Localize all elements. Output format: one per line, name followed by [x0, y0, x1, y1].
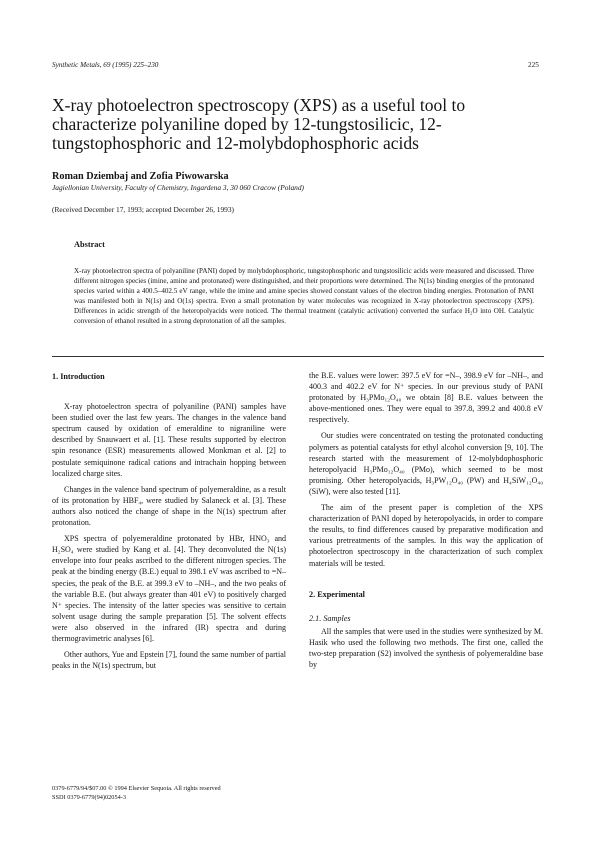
- journal-citation: Synthetic Metals, 69 (1995) 225–230: [52, 61, 159, 69]
- paragraph: Other authors, Yue and Epstein [7], found the same number of partial peaks in the N(1s) spectrum, but: [52, 650, 286, 671]
- page-number: 225: [528, 61, 539, 69]
- paragraph: The aim of the present paper is completion of the XPS characterization of PANI doped by heteropolyacids, in order to compare the results, to find differences caused by preparative modification and various pretreatments of the samples. In this way the application of photoelectron spectroscopy in the characterization of such complex materials will be tested.: [309, 503, 543, 568]
- ssdi-line: SSDI 0379-6779(94)02054-3: [52, 793, 126, 801]
- abstract-text: X-ray photoelectron spectra of polyaniline (PANI) doped by molybdophosphoric, tungstophosphoric and tungstosilicic acids were measured and discussed. Three different nitrogen species (imine, amine and protonated) were distinguished, and their proportions were determined. The N(1s) binding energies of the protonated species varied within a 400.5–402.5 eV range, while the imine and amine species showed constant values of the electron binding energies. Protonation of PANI was manifested both in N(1s) and O(1s) spectra. Even a small protonation by water molecules was recognized in X-ray photoelectron spectroscopy (XPS). Differences in acidic strength of the heteropolyacids were noticed. The thermal treatment (catalytic activation) converted the surface H₂O into OH. Catalytic conversion of ethanol resulted in a strong deprotonation of all the samples.: [74, 267, 534, 326]
- right-column: [309, 370, 543, 675]
- paragraph: Changes in the valence band spectrum of polyemeraldine, as a result of its protonation by HBF₄, were studied by Salaneck et al. [3]. These authors also noticed the change of shape in the N(1s) spectrum after protonation.: [52, 484, 286, 528]
- paragraph: X-ray photoelectron spectra of polyaniline (PANI) samples have been studied over the last few years. The changes in the valence band spectrum caused by oxidation of emeraldine to nigraniline were described by Snauwaert et al. [1]. These results supported by electron spin resonance (ESR) measurements allowed Monkman et al. [2] to postulate semiquinone radical cations and intrachain hopping between localized charge sites.: [52, 402, 286, 478]
- abstract-heading: Abstract: [74, 240, 105, 249]
- left-column: [52, 371, 286, 676]
- article-title: X-ray photoelectron spectroscopy (XPS) as a useful tool to characterize polyaniline doped by 12-tungstosilicic, 12-tungstophosphoric and 12-molybdophosphoric acids: [52, 95, 466, 153]
- paragraph: XPS spectra of polyemeraldine protonated by HBr, HNO₃ and H₂SO₄ were studied by Kang et al. [4]. They deconvoluted the N(1s) envelope into four peaks ascribed to the different nitrogen species. The peak at the binding energy (B.E.) equal to 398.1 eV was ascribed to =N– species, the peak of the B.E. at 399.3 eV to –NH–, and the two peaks of the variable B.E. (but always greater than 401 eV) to positively charged N⁺ species. The intensity of the latter species was sensitive to certain solvent usage during the sample preparation [5]. The solvent effects were also observed in the infrared (IR) spectra and during thermogravimetric analyses [6].: [52, 534, 286, 643]
- section-heading-experimental: 2. Experimental: [309, 589, 365, 599]
- subsection-heading-samples: 2.1. Samples: [309, 613, 351, 623]
- paragraph: the B.E. values were lower: 397.5 eV for =N–, 398.9 eV for –NH–, and 400.3 and 402.2 eV for N⁺ species. In our previous study of PANI protonated by H₃PMo₁₂O₄₀ we obtain [8] B.E. values between the above-mentioned ones. They were equal to 397.8, 399.2 and 400.8 eV respectively.: [309, 371, 543, 425]
- received-date: (Received December 17, 1993; accepted December 26, 1993): [52, 205, 235, 214]
- authors: Roman Dziembaj and Zofia Piwowarska: [52, 171, 229, 182]
- section-heading-introduction: 1. Introduction: [52, 372, 105, 381]
- copyright-line: 0379-6779/94/$07.00 © 1994 Elsevier Sequoia. All rights reserved: [52, 785, 221, 792]
- affiliation: Jagiellonian University, Faculty of Chemistry, Ingardena 3, 30 060 Cracow (Poland): [52, 183, 305, 192]
- abstract-divider: [52, 356, 544, 357]
- copyright-footer: [52, 785, 221, 802]
- paragraph: Our studies were concentrated on testing the protonated conducting polymers as potential catalysts for ethyl alcohol conversion [9, 10]. The research started with the measurement of 12-molybdophosphoric heteropolyacid H₃PMo₁₂O₄₀ (PMo), which seemed to be most promising. Other heteropolyacids, H₃PW₁₂O₄₀ (PW) and H₄SiW₁₂O₄₀ (SiW), were also tested [11].: [309, 431, 543, 496]
- paragraph: All the samples that were used in the studies were synthesized by M. Hasik who used the following two methods. The first one, called the two-step preparation (S2) involved the synthesis of polyemeraldine base by: [309, 626, 543, 670]
